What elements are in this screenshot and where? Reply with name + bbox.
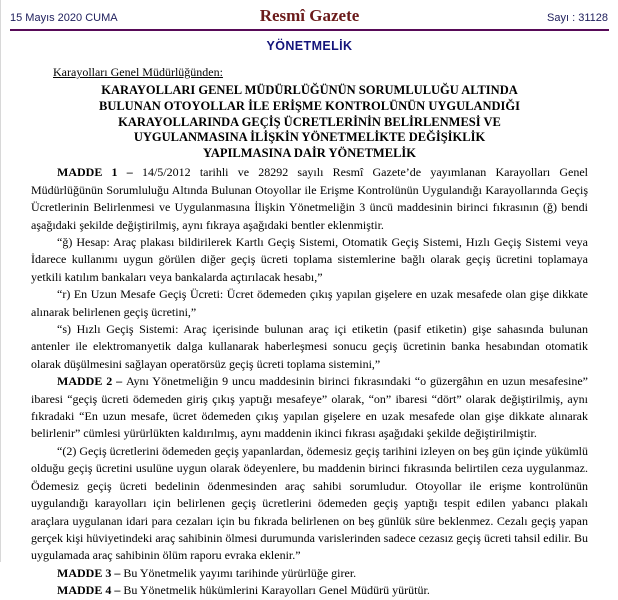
regulation-title-line: YAPILMASINA DAİR YÖNETMELİK <box>203 145 416 160</box>
issuing-authority: Karayolları Genel Müdürlüğünden: <box>53 65 223 79</box>
paragraph-text: Aynı Yönetmeliğin 9 uncu maddesinin birinci fıkrasındaki “o güzergâhın en uzun mesafesine” ibaresi “geçiş ücreti ödemeden giriş çıkış yaptığı mesafeye” olarak, “on” ibaresi “dört” olarak değiştirilmiş, aynı fıkradaki “En uzun mesafe, ücret ödemeden çıkış yapılan gişelere en uzak mesafede olan gişe dikkate alınarak belirlenir” cümlesi yürürlükten kaldırılmış, aynı maddenin ikinci fıkrası aşağıdaki şekilde değiştirilmiştir. <box>31 374 589 441</box>
paragraph-madde-2 <box>31 373 588 443</box>
masthead-title: Resmî Gazete <box>259 6 360 25</box>
paragraph-clause-r <box>31 286 588 321</box>
paragraph-text: “s) Hızlı Geçiş Sistemi: Araç içerisinde bulunan araç içi etiketin (pasif etiketin) gişe sahasında bulunan antenler ile elektromanyetik dalga kullanarak haberleşmesi sonucu geçiş ücretinin banka hesabından otomatik olarak düşülmesini sağlayan operatörsüz geçiş ücreti toplama sistemini,” <box>31 322 588 371</box>
paragraph-text: 14/5/2012 tarihli ve 28292 sayılı Resmî Gazete’de yayımlanan Karayolları Genel Müdürlüğünün Sorumluluğu Altında Bulunan Otoyollar ile Erişme Kontrolünün Uygulandığı Karayollarında Geçiş Ücretlerinin Belirlenmesi ve Uygulanmasına İlişkin Yönetmeliğin 3 üncü maddesinin birinci fıkrasının (ğ) bendi aşağıdaki şekilde değiştirilmiş, aynı fıkraya aşağıdaki bentler eklenmiştir. <box>31 165 589 232</box>
paragraph-madde-1 <box>31 164 588 234</box>
regulation-title <box>31 83 588 161</box>
gazette-header <box>1 0 618 26</box>
header-date: 15 Mayıs 2020 CUMA <box>10 12 118 24</box>
article-label: MADDE 3 – <box>57 565 124 580</box>
document-body <box>1 64 618 600</box>
regulation-title-line: KARAYOLLARI GENEL MÜDÜRLÜĞÜNÜN SORUMLULUĞU ALTINDA <box>101 83 518 98</box>
paragraph-text: “r) En Uzun Mesafe Geçiş Ücreti: Ücret ödemeden çıkış yapılan gişelere en uzak mesafede olan gişe dikkate alınarak belirlenen geçiş ücretini,” <box>31 287 588 319</box>
regulation-title-line: KARAYOLLARINDA GEÇİŞ ÜCRETLERİNİN BELİRLENMESİ VE <box>118 114 501 129</box>
paragraph-text: Bu Yönetmelik yayımı tarihinde yürürlüğe girer. <box>123 565 357 580</box>
paragraph-clause-g <box>31 234 588 286</box>
paragraph-text: Bu Yönetmelik hükümlerini Karayolları Genel Müdürü yürütür. <box>123 583 430 598</box>
paragraph-fikra-2 <box>31 443 588 565</box>
article-label: MADDE 4 – <box>57 583 124 598</box>
paragraph-madde-3 <box>31 565 588 582</box>
paragraph-clause-s <box>31 321 588 373</box>
header-divider <box>10 29 609 31</box>
article-label: MADDE 1 – <box>57 165 142 180</box>
paragraph-text: “(2) Geçiş ücretlerini ödemeden geçiş yapanlardan, ödemesiz geçiş tarihini izleyen on beş gün içinde yükümlü olduğu geçiş ücretini usulüne uygun olarak ödeyenlere, bu maddenin birinci fıkrasında belirtilen ceza uygulanmaz. Ödemesiz geçiş ücreti bedelinin ödenmesinden araç sahibi sorumludur. Otoyollar ile erişme kontrolünün uygulandığı karayolları için belirlenen geçiş ücretlerini ödemeden geçiş yaptığı tespit edilen yabancı plakalı araçlara uygulanan idari para cezaları için bu fıkrada belirlenen on beş günlük süre beklenmez. Cezalı geçiş yapan gerçek kişi hüviyetindeki araç sahibinin ölmesi durumunda varislerinden sadece cezasız geçiş ücreti tahsil edilir. Bu uygulamada araç sahibinin ölüm raporu evraka eklenir.” <box>31 443 588 563</box>
article-label: MADDE 2 – <box>57 374 126 389</box>
regulation-title-line: UYGULANMASINA İLİŞKİN YÖNETMELİKTE DEĞİŞİKLİK <box>133 130 486 145</box>
header-issue-number: Sayı : 31128 <box>547 12 608 24</box>
section-heading: YÖNETMELİK <box>266 39 353 53</box>
paragraph-madde-4 <box>31 582 588 599</box>
paragraph-text: “ğ) Hesap: Araç plakası bildirilerek Kartlı Geçiş Sistemi, Otomatik Geçiş Sistemi, Hızlı Geçiş Sistemi veya İdarece kullanımı uygun görülen diğer geçiş ücreti toplama sistemlerine bağlı olarak geçiş ücretini toplamaya yetkili katılım bankaları veya bankalarda açtırılacak hesabı,” <box>31 235 588 284</box>
regulation-title-line: BULUNAN OTOYOLLAR İLE ERİŞME KONTROLÜNÜN UYGULANDIĞI <box>98 99 520 113</box>
